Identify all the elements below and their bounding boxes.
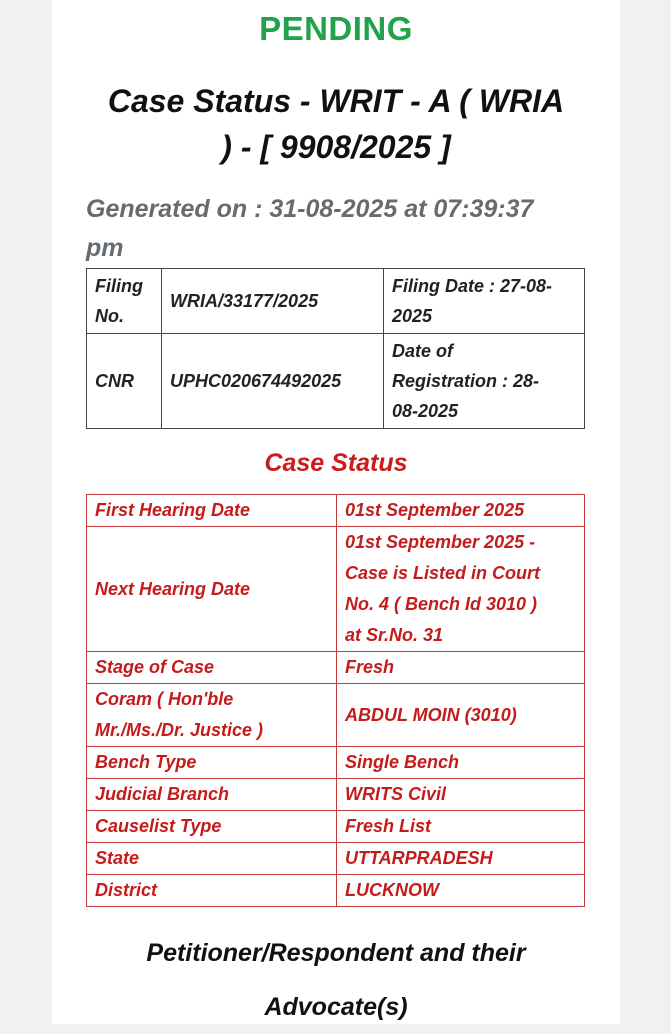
state-label: State bbox=[87, 843, 337, 875]
coram-value: ABDUL MOIN (3010) bbox=[337, 684, 585, 747]
generated-line-2: pm bbox=[86, 234, 124, 262]
table-row bbox=[87, 875, 585, 907]
generated-timestamp bbox=[86, 190, 596, 268]
footer-line-1: Petitioner/Respondent and their bbox=[146, 939, 526, 967]
next-hearing-label: Next Hearing Date bbox=[87, 527, 337, 652]
first-hearing-label: First Hearing Date bbox=[87, 495, 337, 527]
table-row bbox=[87, 811, 585, 843]
parties-section-heading bbox=[72, 926, 600, 1034]
district-value: LUCKNOW bbox=[337, 875, 585, 907]
case-status-heading: Case Status bbox=[264, 449, 408, 477]
cnr-label: CNR bbox=[87, 334, 162, 429]
table-row bbox=[87, 843, 585, 875]
page-title bbox=[72, 78, 600, 170]
table-row bbox=[87, 495, 585, 527]
judicial-branch-label: Judicial Branch bbox=[87, 779, 337, 811]
coram-label: Coram ( Hon'ble Mr./Ms./Dr. Justice ) bbox=[87, 684, 337, 747]
table-row bbox=[87, 269, 585, 334]
table-row bbox=[87, 747, 585, 779]
registration-date: Date of Registration : 28- 08-2025 bbox=[384, 334, 585, 429]
state-value: UTTARPRADESH bbox=[337, 843, 585, 875]
next-hearing-value: 01st September 2025 - Case is Listed in Court No. 4 ( Bench Id 3010 ) at Sr.No. 31 bbox=[337, 527, 585, 652]
filing-details-table bbox=[86, 268, 585, 429]
table-row bbox=[87, 527, 585, 652]
filing-no-value: WRIA/33177/2025 bbox=[162, 269, 384, 334]
causelist-type-label: Causelist Type bbox=[87, 811, 337, 843]
case-state-badge: PENDING bbox=[259, 10, 413, 47]
table-row bbox=[87, 652, 585, 684]
judicial-branch-value: WRITS Civil bbox=[337, 779, 585, 811]
title-line-2: ) - [ 9908/2025 ] bbox=[221, 129, 451, 165]
table-row bbox=[87, 779, 585, 811]
filing-no-label: Filing No. bbox=[87, 269, 162, 334]
case-status-page bbox=[52, 0, 620, 1024]
table-row bbox=[87, 684, 585, 747]
first-hearing-value: 01st September 2025 bbox=[337, 495, 585, 527]
stage-value: Fresh bbox=[337, 652, 585, 684]
title-line-1: Case Status - WRIT - A ( WRIA bbox=[107, 83, 565, 119]
filing-date: Filing Date : 27-08- 2025 bbox=[384, 269, 585, 334]
cnr-value: UPHC020674492025 bbox=[162, 334, 384, 429]
stage-label: Stage of Case bbox=[87, 652, 337, 684]
bench-type-label: Bench Type bbox=[87, 747, 337, 779]
table-row bbox=[87, 334, 585, 429]
causelist-type-value: Fresh List bbox=[337, 811, 585, 843]
bench-type-value: Single Bench bbox=[337, 747, 585, 779]
generated-line-1: Generated on : 31-08-2025 at 07:39:37 bbox=[86, 195, 534, 223]
case-status-table bbox=[86, 494, 585, 907]
district-label: District bbox=[87, 875, 337, 907]
footer-line-2: Advocate(s) bbox=[264, 993, 408, 1021]
